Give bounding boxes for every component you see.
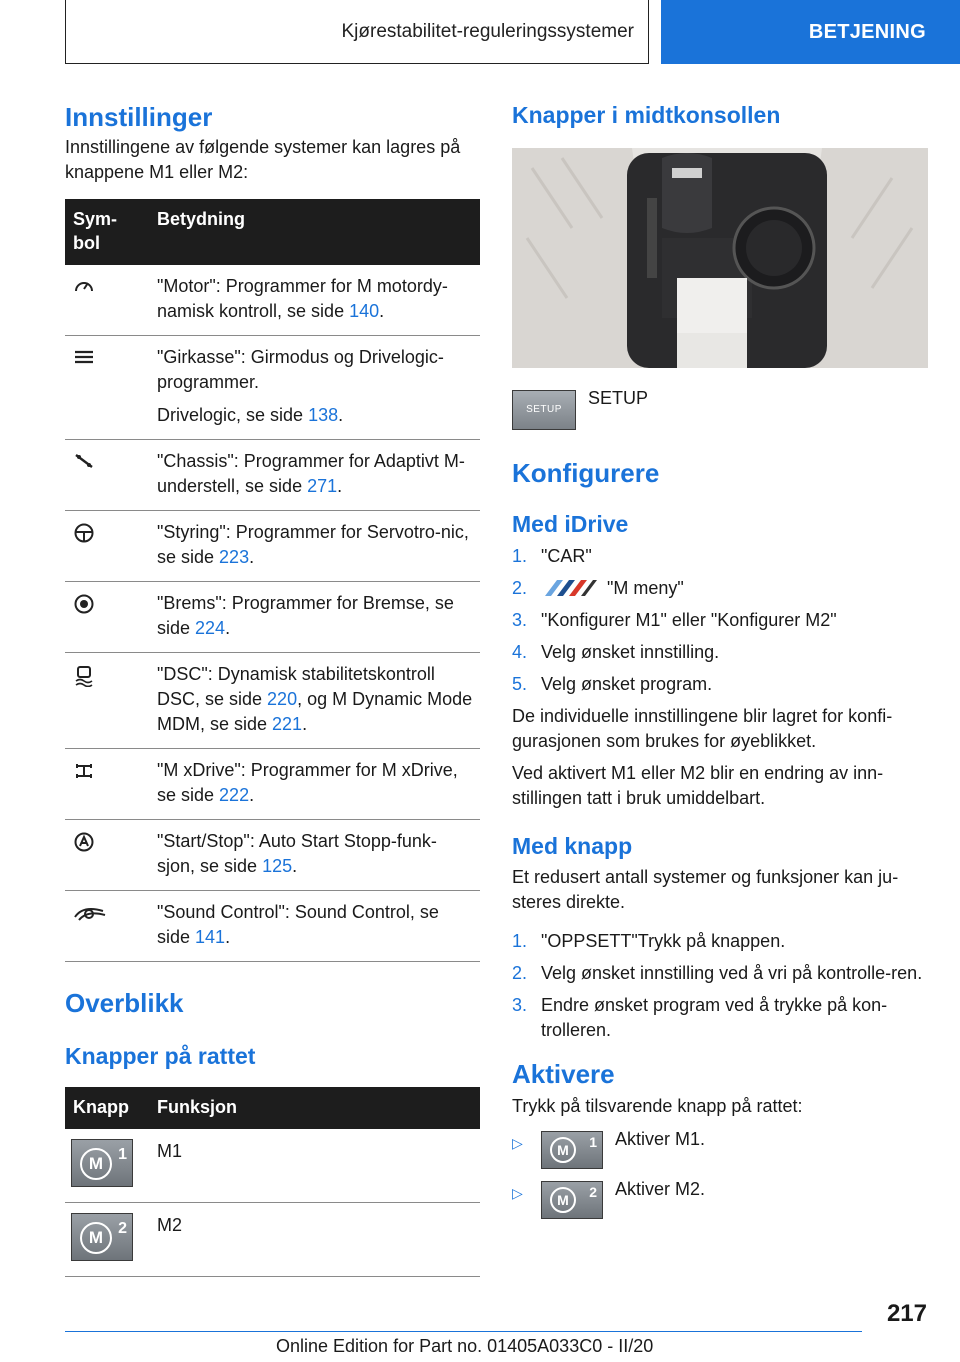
idrive-steps: [512, 544, 930, 697]
list-item: 2. "M meny": [512, 578, 684, 599]
med-knapp-intro: Et redusert antall systemer og funksjoner kan ju-steres direkte.: [512, 866, 899, 912]
setup-row: [512, 387, 930, 430]
right-column: [512, 102, 930, 1219]
m2-button-icon: M 2: [71, 1213, 133, 1261]
list-item: 1. "CAR": [512, 546, 592, 567]
left-column: [65, 102, 480, 1277]
table-row: "Start/Stop": Auto Start Stopp-funk-sjon, se side 125.: [65, 820, 480, 891]
center-console-photo: [512, 148, 928, 368]
m1-button-icon: M 1: [71, 1139, 133, 1187]
page-link[interactable]: 223: [219, 547, 250, 568]
m1-button-icon: M 1: [541, 1131, 603, 1169]
col-button-header: Knapp: [65, 1087, 149, 1129]
table-row: "DSC": Dynamisk stabilitetskontroll DSC, se side 220, og M Dynamic Mode MDM, se side 221.: [65, 653, 480, 749]
engine-icon: [73, 277, 95, 295]
m-menu-icon: [541, 578, 597, 598]
page-number: 217: [886, 1300, 927, 1327]
med-knapp-heading: Med knapp: [512, 833, 633, 860]
gearbox-icon: [73, 348, 95, 366]
page-link[interactable]: 125: [262, 856, 293, 877]
knapper-rattet-heading: Knapper på rattet: [65, 1043, 256, 1070]
dsc-icon: [73, 665, 95, 687]
page-link[interactable]: 140: [349, 301, 380, 322]
aktivere-list: [512, 1131, 930, 1219]
table-row: M 2 M2: [65, 1202, 480, 1276]
list-item: 5. Velg ønsket program.: [512, 674, 713, 695]
innstillinger-intro: Innstillingene av følgende systemer kan lagres på knappene M1 eller M2:: [65, 137, 461, 183]
table-row: "Brems": Programmer for Bremse, se side 224.: [65, 582, 480, 653]
med-idrive-heading: Med iDrive: [512, 510, 629, 537]
list-item: 2. Velg ønsket innstilling ved å vri på kontrolle-ren.: [512, 962, 923, 983]
list-item: 3. Endre ønsket program ved å trykke på kon-trolleren.: [512, 994, 888, 1040]
setup-button[interactable]: SETUP: [512, 390, 576, 430]
list-item: 1. "OPPSETT"Trykk på knappen.: [512, 930, 786, 951]
innstillinger-heading: Innstillinger: [65, 102, 213, 132]
aktivere-heading: Aktivere: [512, 1058, 615, 1089]
overblikk-heading: Overblikk: [65, 988, 184, 1019]
setup-label: SETUP: [588, 387, 649, 408]
xdrive-icon: [73, 761, 95, 781]
auto-start-stop-icon: [73, 832, 95, 852]
page-link[interactable]: 138: [308, 405, 339, 426]
page-link[interactable]: 224: [195, 618, 226, 639]
table-row: M 1 M1: [65, 1129, 480, 1203]
list-item: ▷ M 1 Aktiver M1.: [512, 1131, 930, 1169]
konfigurere-heading: Konfigurere: [512, 457, 660, 488]
table-row: "M xDrive": Programmer for M xDrive, se side 222.: [65, 749, 480, 820]
idrive-note-1: De individuelle innstillingene blir lagret for konfi-gurasjonen som brukes for øyeblikket.: [512, 706, 893, 752]
midtkonsoll-heading: Knapper i midtkonsollen: [512, 102, 781, 128]
edition-footer: Online Edition for Part no. 01405A033C0 - II/20: [276, 1336, 654, 1356]
running-header-section: Kjørestabilitet-reguleringssystemer: [65, 0, 649, 64]
idrive-note-2: Ved aktivert M1 eller M2 blir en endring av inn-stillingen tatt i bruk umiddelbart.: [512, 763, 884, 809]
page-link[interactable]: 220: [267, 689, 298, 710]
table-row: "Chassis": Programmer for Adaptivt M-understell, se side 271.: [65, 440, 480, 511]
col-symbol-header: Sym- bol: [65, 199, 149, 265]
knapp-steps: [512, 929, 930, 1043]
settings-table: [65, 199, 480, 962]
page-link[interactable]: 221: [272, 714, 303, 735]
aktivere-intro: Trykk på tilsvarende knapp på rattet:: [512, 1096, 803, 1117]
m2-button-icon: M 2: [541, 1181, 603, 1219]
footer-rule: [65, 1331, 862, 1332]
col-meaning-header: Betydning: [149, 199, 480, 265]
steering-buttons-table: [65, 1087, 480, 1277]
running-header-chapter: BETJENING: [661, 0, 960, 64]
chassis-icon: [73, 452, 95, 470]
page-link[interactable]: 271: [307, 476, 338, 497]
brake-icon: [73, 594, 95, 614]
table-row: "Styring": Programmer for Servotro-nic, se side 223.: [65, 511, 480, 582]
table-row: "Sound Control": Sound Control, se side 141.: [65, 891, 480, 962]
list-item: ▷ M 2 Aktiver M2.: [512, 1181, 930, 1219]
page-link[interactable]: 222: [219, 785, 250, 806]
table-row: "Motor": Programmer for M motordy-namisk kontroll, se side 140.: [65, 265, 480, 336]
list-item: 4. Velg ønsket innstilling.: [512, 642, 720, 663]
page-link[interactable]: 141: [195, 927, 226, 948]
list-item: 3. "Konfigurer M1" eller "Konfigurer M2": [512, 610, 837, 631]
sound-control-icon: [73, 903, 107, 923]
table-row: "Girkasse": Girmodus og Drivelogic-programmer. Drivelogic, se side 138.: [65, 336, 480, 440]
steering-wheel-icon: [73, 523, 95, 543]
col-function-header: Funksjon: [149, 1087, 480, 1129]
